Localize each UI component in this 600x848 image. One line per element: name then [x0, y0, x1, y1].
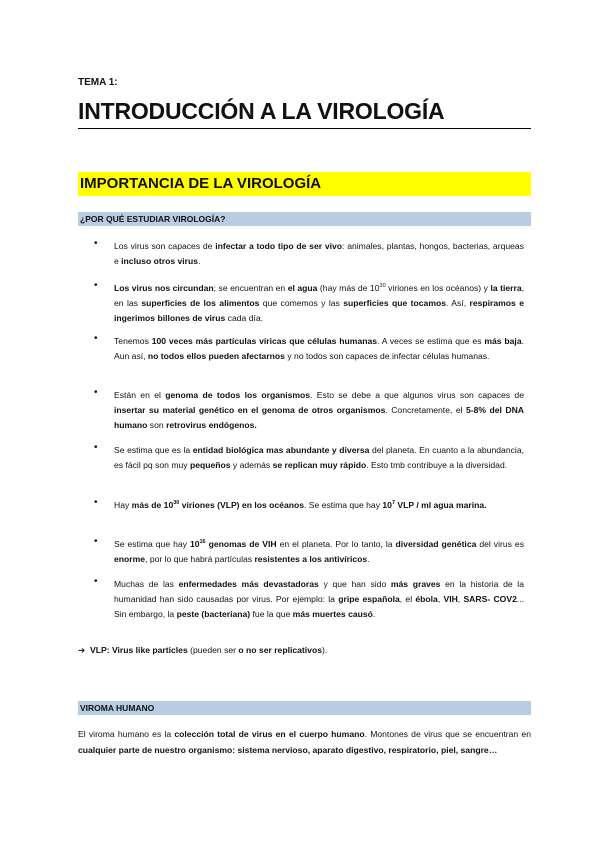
bullet-dot-icon: •	[94, 387, 98, 398]
bullet-dot-icon: •	[94, 536, 98, 547]
bullet-text: Están en el genoma de todos los organismos. Esto se debe a que algunos virus son capaces de insertar su material genético en el genoma de otros organismos. Concretamente, el 5-8% del DNA humano son retrovirus endógenos.	[114, 390, 525, 430]
viroma-paragraph: El viroma humano es la colección total de virus en el cuerpo humano. Montones de virus que se encuentran en cualquier parte de nuestro organismo: sistema nervioso, aparato digestivo, respiratorio, piel, sangre…	[78, 729, 531, 755]
bullet-dot-icon: •	[94, 442, 98, 453]
bullet-dot-icon: •	[94, 280, 98, 291]
bullet-text: Los virus son capaces de infectar a todo tipo de ser vivo: animales, plantas, hongos, bacterias, arqueas e incluso otros virus.	[114, 241, 524, 266]
bullet-text: Muchas de las enfermedades más devastadoras y que han sido más graves en la historia de la humanidad han sido causadas por virus. Por ejemplo: la gripe española, el ébola, VIH, SARS- COV2... Sin embargo, la peste (bacteriana) fue la que más muertes causó.	[114, 579, 525, 619]
vlp-note-text: VLP: Virus like particles (pueden ser o no ser replicativos).	[89, 645, 328, 655]
bullet-dot-icon: •	[94, 576, 98, 587]
bullet-text: Se estima que es la entidad biológica mas abundante y diversa del planeta. En cuanto a la abundancia, es fácil pq son muy pequeños y además se replican muy rápido. Esto tmb contribuye a la diversidad.	[114, 445, 524, 470]
bullet-dot-icon: •	[94, 333, 98, 344]
bullet-text: Los virus nos circundan; se encuentran en el agua (hay más de $10^{30}$ viriones en los océanos) y la tierra, en las superficies de los alimentos que comemos y las superficies que tocamos. Así, respiramos e ingerimos billones de virus cada día.	[114, 283, 525, 323]
bullet-dot-icon: •	[94, 497, 98, 508]
bullet-text: Tenemos 100 veces más partículas víricas que células humanas. A veces se estima que es más baja. Aun así, no todos ellos pueden afectarnos y no todos son capaces de infectar células humanas.	[114, 336, 524, 361]
bullet-text: Hay más de $10^{30}$ viriones (VLP) en los océanos. Se estima que hay $10^7$ VLP / ml agua marina.	[114, 500, 487, 510]
tema-label: TEMA 1:	[78, 77, 118, 88]
subheading-viroma-humano: VIROMA HUMANO	[78, 701, 531, 715]
bullet-dot-icon: •	[94, 238, 98, 249]
subheading-por-que: ¿POR QUÉ ESTUDIAR VIROLOGÍA?	[78, 212, 531, 226]
section-heading-importancia: IMPORTANCIA DE LA VIROLOGÍA	[78, 172, 531, 196]
bullet-text: Se estima que hay $10^{16}$ genomas de VIH en el planeta. Por lo tanto, la diversidad genética del virus es enorme, por lo que habrá partículas resistentes a los antivíricos.	[114, 539, 524, 564]
title-underline	[78, 128, 531, 129]
page-title: INTRODUCCIÓN A LA VIROLOGÍA	[78, 98, 445, 124]
arrow-right-icon: ➔	[78, 645, 86, 655]
vlp-note	[78, 645, 327, 656]
